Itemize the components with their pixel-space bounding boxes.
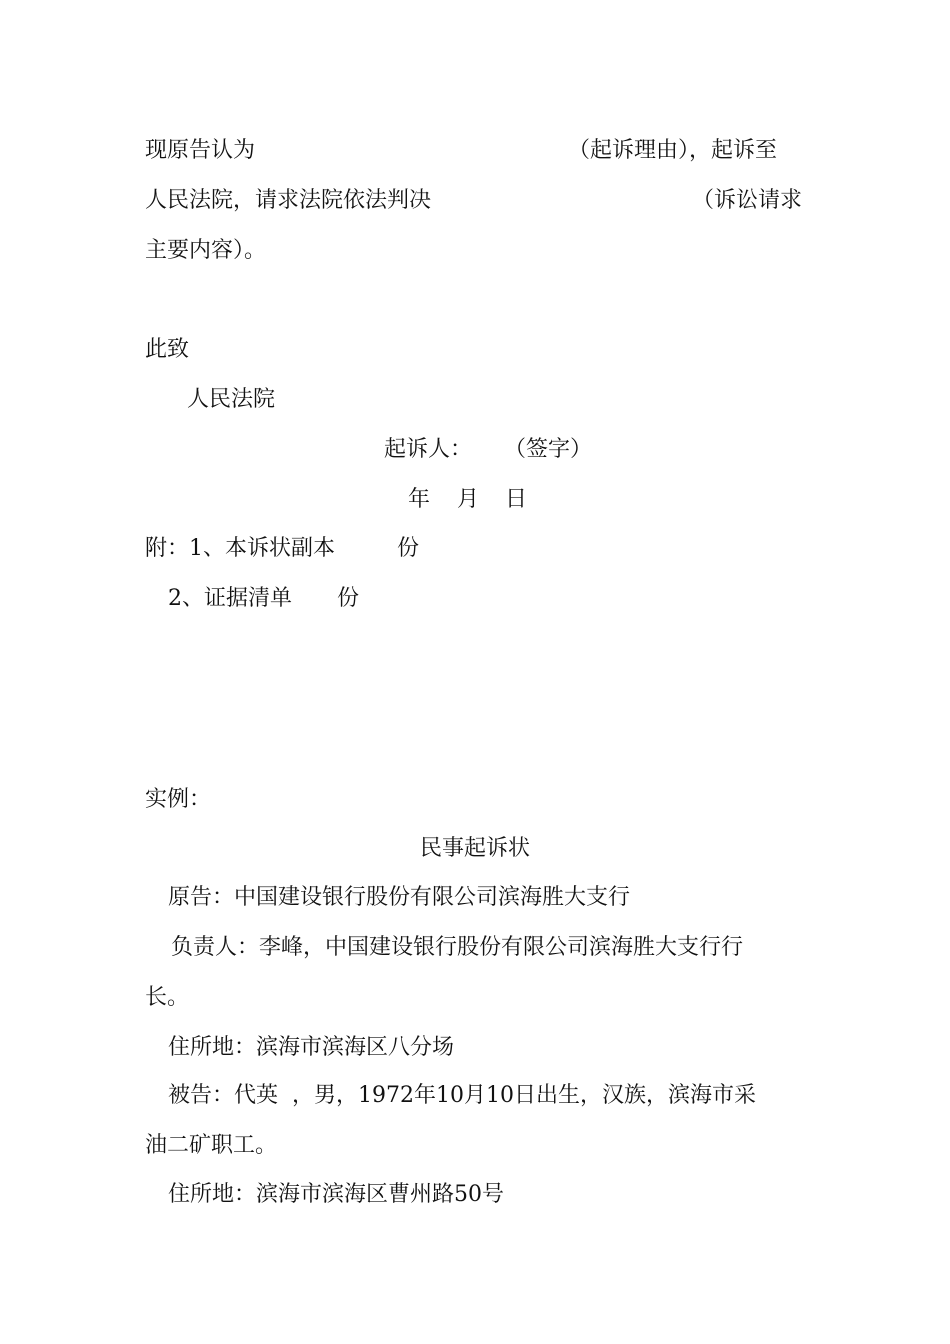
attachment-item-2-count: 份 <box>337 586 360 611</box>
court-addressee: 人民法院 <box>187 387 276 412</box>
defendant: 被告：代英 ，男，1972年10月10日出生，汉族，滨海市采 <box>168 1083 756 1108</box>
plaintiff-address: 住所地：滨海市滨海区八分场 <box>168 1035 455 1060</box>
signature-hint: （签字） <box>504 437 593 462</box>
claim-request-placeholder: （诉讼请求 <box>692 188 803 213</box>
court-request-lead: 人民法院，请求法院依法判决 <box>145 188 432 213</box>
example-label: 实例： <box>145 787 212 812</box>
example-title: 民事起诉状 <box>419 836 530 861</box>
attachment-item-1: 附：1、本诉状副本 <box>145 536 335 561</box>
attachment-item-1-count: 份 <box>397 536 420 561</box>
plaintiff: 原告：中国建设银行股份有限公司滨海胜大支行 <box>168 885 631 910</box>
defendant-address: 住所地：滨海市滨海区曹州路50号 <box>168 1182 504 1207</box>
claim-reason-placeholder: （起诉理由），起诉至 <box>568 138 778 163</box>
date-month: 月 <box>457 487 480 512</box>
plaintiff-representative: 负责人：李峰，中国建设银行股份有限公司滨海胜大支行行 <box>171 935 744 960</box>
date-day: 日 <box>505 487 528 512</box>
attachment-item-2: 2、证据清单 <box>168 586 292 611</box>
defendant-cont: 油二矿职工。 <box>145 1133 278 1158</box>
claim-reason-lead: 现原告认为 <box>145 138 256 163</box>
claim-request-tail: 主要内容）。 <box>145 238 267 263</box>
date-year: 年 <box>408 487 431 512</box>
signature-label: 起诉人： <box>384 437 473 462</box>
plaintiff-representative-cont: 长。 <box>145 985 190 1010</box>
salutation: 此致 <box>145 337 190 362</box>
